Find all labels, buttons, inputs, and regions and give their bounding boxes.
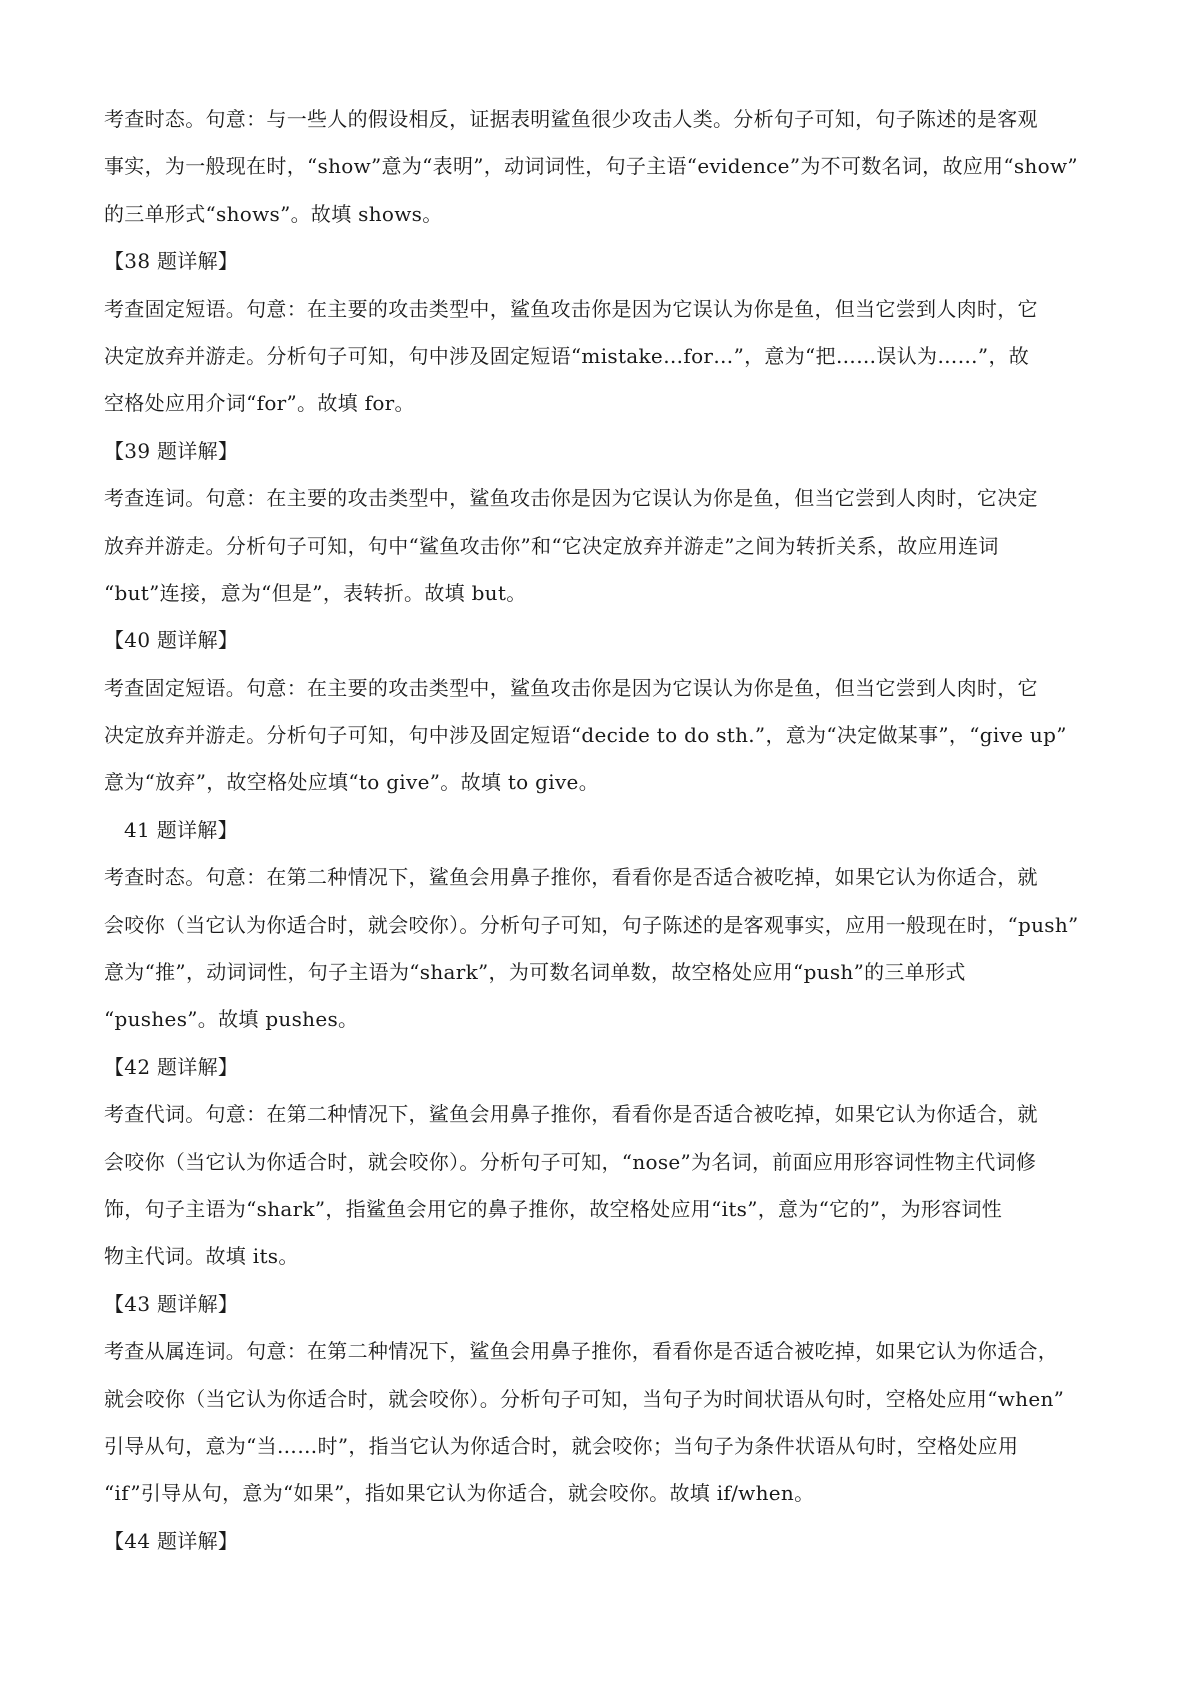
paragraph-line: “pushes”。故填 pushes。 xyxy=(104,1007,359,1032)
question-43-heading: 【43 题详解】 xyxy=(104,1291,239,1316)
question-41-heading: 41 题详解】 xyxy=(124,817,238,842)
paragraph-line: 决定放弃并游走。分析句子可知，句中涉及固定短语“decide to do sth.”，意为“决定做某事”，“give up” xyxy=(104,723,1067,748)
question-39-heading: 【39 题详解】 xyxy=(104,438,239,463)
paragraph-line: 就会咬你（当它认为你适合时，就会咬你）。分析句子可知，当句子为时间状语从句时，空格处应用“when” xyxy=(104,1386,1065,1411)
question-38-heading: 【38 题详解】 xyxy=(104,249,239,274)
paragraph-line: 引导从句，意为“当……时”，指当它认为你适合时，就会咬你；当句子为条件状语从句时，空格处应用 xyxy=(104,1433,1019,1458)
paragraph-line: 考查代词。句意：在第二种情况下，鲨鱼会用鼻子推你，看看你是否适合被吃掉，如果它认为你适合，就 xyxy=(104,1102,1038,1127)
paragraph-line: 考查时态。句意：与一些人的假设相反，证据表明鲨鱼很少攻击人类。分析句子可知，句子陈述的是客观 xyxy=(104,107,1038,131)
paragraph-line: 考查连词。句意：在主要的攻击类型中，鲨鱼攻击你是因为它误认为你是鱼，但当它尝到人肉时，它决定 xyxy=(104,486,1038,511)
answer-explanation-page xyxy=(104,96,1124,1565)
paragraph-line: 决定放弃并游走。分析句子可知，句中涉及固定短语“mistake…for…”，意为“把……误认为……”，故 xyxy=(104,343,1030,368)
paragraph-line: 考查固定短语。句意：在主要的攻击类型中，鲨鱼攻击你是因为它误认为你是鱼，但当它尝到人肉时，它 xyxy=(104,296,1038,321)
paragraph-line: 饰，句子主语为“shark”，指鲨鱼会用它的鼻子推你，故空格处应用“its”，意为“它的”，为形容词性 xyxy=(104,1196,1003,1221)
paragraph-line: 意为“放弃”，故空格处应填“to give”。故填 to give。 xyxy=(104,770,599,795)
paragraph-line: 会咬你（当它认为你适合时，就会咬你）。分析句子可知，“nose”为名词，前面应用形容词性物主代词修 xyxy=(104,1149,1037,1174)
paragraph-line: 考查时态。句意：在第二种情况下，鲨鱼会用鼻子推你，看看你是否适合被吃掉，如果它认为你适合，就 xyxy=(104,865,1038,890)
paragraph-line: 物主代词。故填 its。 xyxy=(104,1244,299,1269)
paragraph-line: 意为“推”，动词词性，句子主语为“shark”，为可数名词单数，故空格处应用“push”的三单形式 xyxy=(104,960,966,985)
paragraph-line: “if”引导从句，意为“如果”，指如果它认为你适合，就会咬你。故填 if/when。 xyxy=(104,1481,815,1506)
paragraph-line: “but”连接，意为“但是”，表转折。故填 but。 xyxy=(104,580,527,605)
question-40-heading: 【40 题详解】 xyxy=(104,628,239,653)
paragraph-line: 考查从属连词。句意：在第二种情况下，鲨鱼会用鼻子推你，看看你是否适合被吃掉，如果它认为你适合， xyxy=(104,1339,1059,1364)
paragraph-line: 空格处应用介词“for”。故填 for。 xyxy=(104,391,415,416)
paragraph-line: 事实，为一般现在时，“show”意为“表明”，动词词性，句子主语“evidence”为不可数名词，故应用“show” xyxy=(104,154,1078,179)
paragraph-line: 放弃并游走。分析句子可知，句中“鲨鱼攻击你”和“它决定放弃并游走”之间为转折关系，故应用连词 xyxy=(104,533,999,558)
paragraph-line: 的三单形式“shows”。故填 shows。 xyxy=(104,201,443,226)
question-42-heading: 【42 题详解】 xyxy=(104,1054,239,1079)
paragraph-line: 考查固定短语。句意：在主要的攻击类型中，鲨鱼攻击你是因为它误认为你是鱼，但当它尝到人肉时，它 xyxy=(104,675,1038,700)
question-44-heading: 【44 题详解】 xyxy=(104,1528,239,1553)
paragraph-line: 会咬你（当它认为你适合时，就会咬你）。分析句子可知，句子陈述的是客观事实，应用一般现在时，“push” xyxy=(104,912,1079,937)
